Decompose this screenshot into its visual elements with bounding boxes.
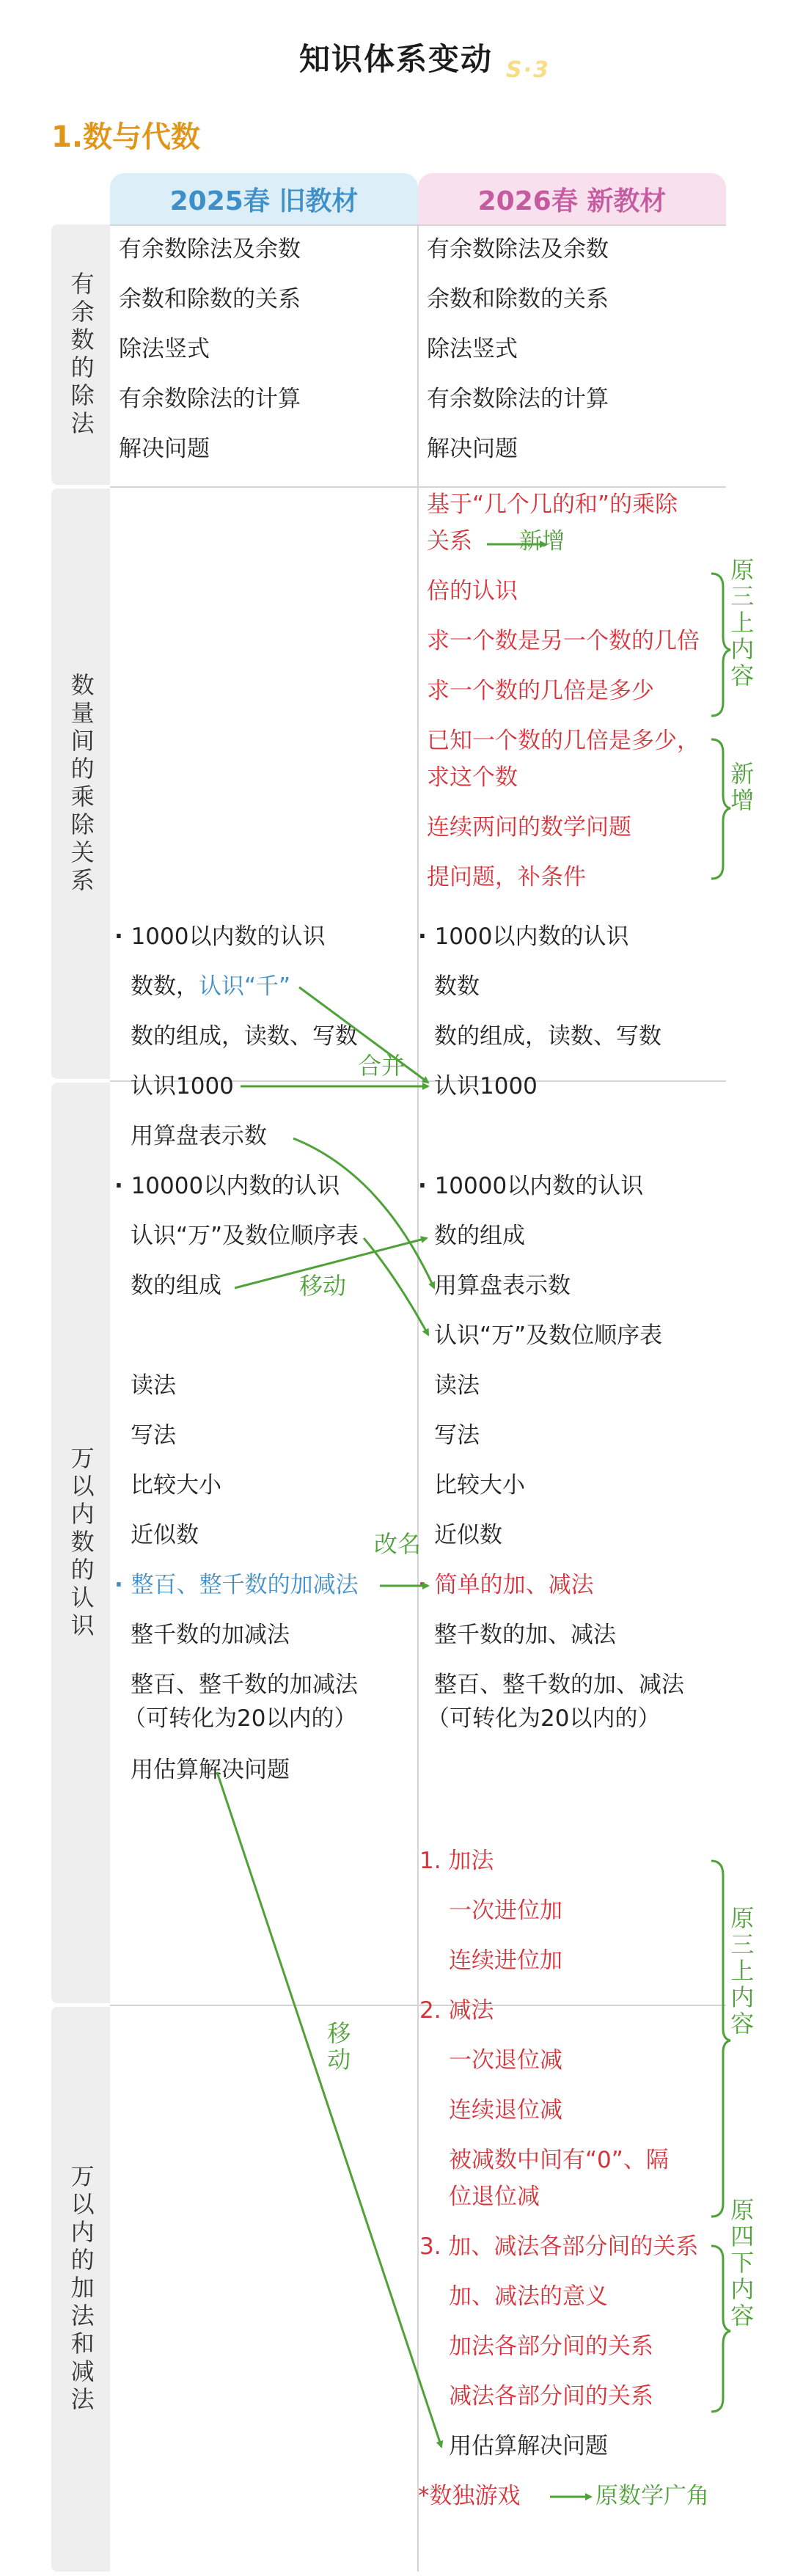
- cell-text: 位退位减: [449, 2184, 540, 2210]
- cell-text: 加、减法的意义: [449, 2283, 608, 2310]
- cell-text: 有余数除法的计算: [427, 386, 609, 412]
- category-numbers: 万以内数的认识: [51, 1083, 110, 2003]
- category-multiplication: 数量间的乘除关系: [51, 489, 110, 1079]
- cell-text: 用算盘表示数: [131, 1123, 267, 1149]
- cell-text: 求一个数的几倍是多少: [427, 678, 654, 704]
- cell-text: 连续进位加: [449, 1947, 562, 1974]
- annotation-orig-4b: 原四下内容: [727, 2198, 755, 2330]
- header-old: 2025春 旧教材: [110, 173, 418, 224]
- cell-text: 提问题，补条件: [427, 864, 586, 890]
- cell-text: 认识1000: [434, 1073, 538, 1099]
- cell-text: 数数: [434, 973, 480, 1000]
- cell-text: 读法: [131, 1372, 176, 1399]
- cell-text: 连续两问的数学问题: [427, 814, 631, 841]
- cell-text: 已知一个数的几倍是多少，: [427, 728, 700, 754]
- cell-text: 关系: [427, 528, 472, 555]
- cell-text: 认识“万”及数位顺序表: [131, 1223, 359, 1249]
- cell-text: · 整百、整千数的加减法: [114, 1572, 359, 1598]
- cell-text: 数的组成: [434, 1223, 525, 1249]
- annotation-move-2: 移动: [323, 2021, 352, 2074]
- cell-text: 整百、整千数的加、减法: [434, 1672, 684, 1698]
- title-area: [0, 35, 792, 79]
- cell-text: 余数和除数的关系: [119, 286, 301, 312]
- cell-text: 求这个数: [427, 764, 518, 791]
- annotation-new: 新增: [519, 528, 565, 555]
- cell-text: 整千数的加减法: [131, 1622, 290, 1648]
- cell-text: 写法: [131, 1422, 176, 1449]
- cell-text: 数的组成，读数、写数: [434, 1023, 661, 1050]
- cell-text: 有余数除法及余数: [119, 236, 301, 263]
- row-divider: [110, 486, 726, 488]
- annotation-move: 移动: [299, 1272, 347, 1300]
- annotation-new-add: 新增: [727, 761, 755, 814]
- title-decoration: S·3: [506, 57, 550, 83]
- cell-text: 一次退位减: [449, 2047, 562, 2074]
- cell-text: 连续退位减: [449, 2097, 562, 2123]
- cell-text: 认识1000: [131, 1073, 234, 1099]
- header-new: 2026春 新教材: [418, 173, 726, 224]
- cell-text: 写法: [434, 1422, 480, 1449]
- page-title-text: 知识体系变动: [298, 41, 493, 77]
- cell-text: · 简单的加、减法: [418, 1572, 594, 1598]
- cell-text: 用估算解决问题: [449, 2433, 608, 2459]
- cell-text: 2. 减法: [419, 1997, 494, 2024]
- category-addition: 万以内的加法和减法: [51, 2007, 110, 2572]
- cell-text: 数数，认识“千”: [131, 973, 291, 1000]
- cell-text: 用估算解决问题: [131, 1757, 290, 1783]
- cell-text: 近似数: [131, 1522, 199, 1548]
- cell-text: 3. 加、减法各部分间的关系: [419, 2233, 699, 2260]
- cell-text: 除法竖式: [427, 336, 518, 362]
- annotation-rename: 改名: [374, 1530, 422, 1558]
- annotation-orig-3a: 原三上内容: [727, 557, 755, 689]
- column-divider: [417, 224, 419, 2572]
- cell-text: *数独游戏: [418, 2483, 521, 2509]
- category-division: 有余数的除法: [51, 224, 110, 485]
- cell-text: 减法各部分间的关系: [449, 2383, 653, 2409]
- cell-text: 除法竖式: [119, 336, 210, 362]
- row-divider: [110, 224, 726, 226]
- cell-text: 数的组成: [131, 1273, 221, 1299]
- cell-text: 比较大小: [434, 1472, 525, 1499]
- cell-text: · 1000以内数的认识: [114, 923, 326, 950]
- row-divider: [110, 2005, 726, 2006]
- cell-text: 认识“万”及数位顺序表: [434, 1322, 663, 1349]
- cell-text: 解决问题: [427, 436, 518, 462]
- cell-text: （可转化为20以内的）: [427, 1705, 661, 1732]
- cell-text: 倍的认识: [427, 578, 518, 604]
- cell-text: 一次进位加: [449, 1898, 562, 1924]
- cell-text: 求一个数是另一个数的几倍: [427, 628, 700, 654]
- cell-text: 比较大小: [131, 1472, 221, 1499]
- cell-text: 整千数的加、减法: [434, 1622, 616, 1648]
- cell-text: 基于“几个几的和”的乘除: [427, 491, 678, 518]
- annotation-origin: 原数学广角: [595, 2483, 709, 2509]
- cell-text: 近似数: [434, 1522, 502, 1548]
- annotation-merge: 合并: [358, 1052, 406, 1080]
- annotation-orig-3a-2: 原三上内容: [727, 1906, 755, 2038]
- cell-text: 余数和除数的关系: [427, 286, 609, 312]
- cell-text: 加法各部分间的关系: [449, 2333, 653, 2360]
- cell-text: 被减数中间有“0”、隔: [449, 2147, 669, 2173]
- cell-text: · 10000以内数的认识: [418, 1173, 644, 1199]
- cell-text: 整百、整千数的加减法: [131, 1672, 358, 1698]
- cell-text: 有余数除法的计算: [119, 386, 301, 412]
- page-title: [285, 35, 507, 79]
- cell-text: 1. 加法: [419, 1848, 494, 1874]
- cell-text: 有余数除法及余数: [427, 236, 609, 263]
- cell-text: 解决问题: [119, 436, 210, 462]
- cell-text: · 1000以内数的认识: [418, 923, 629, 950]
- cell-text: 数的组成，读数、写数: [131, 1023, 358, 1050]
- section-heading: 1.数与代数: [51, 120, 201, 154]
- cell-text: （可转化为20以内的）: [123, 1705, 357, 1732]
- cell-text: 读法: [434, 1372, 480, 1399]
- cell-text: · 10000以内数的认识: [114, 1173, 340, 1199]
- cell-text: 用算盘表示数: [434, 1273, 571, 1299]
